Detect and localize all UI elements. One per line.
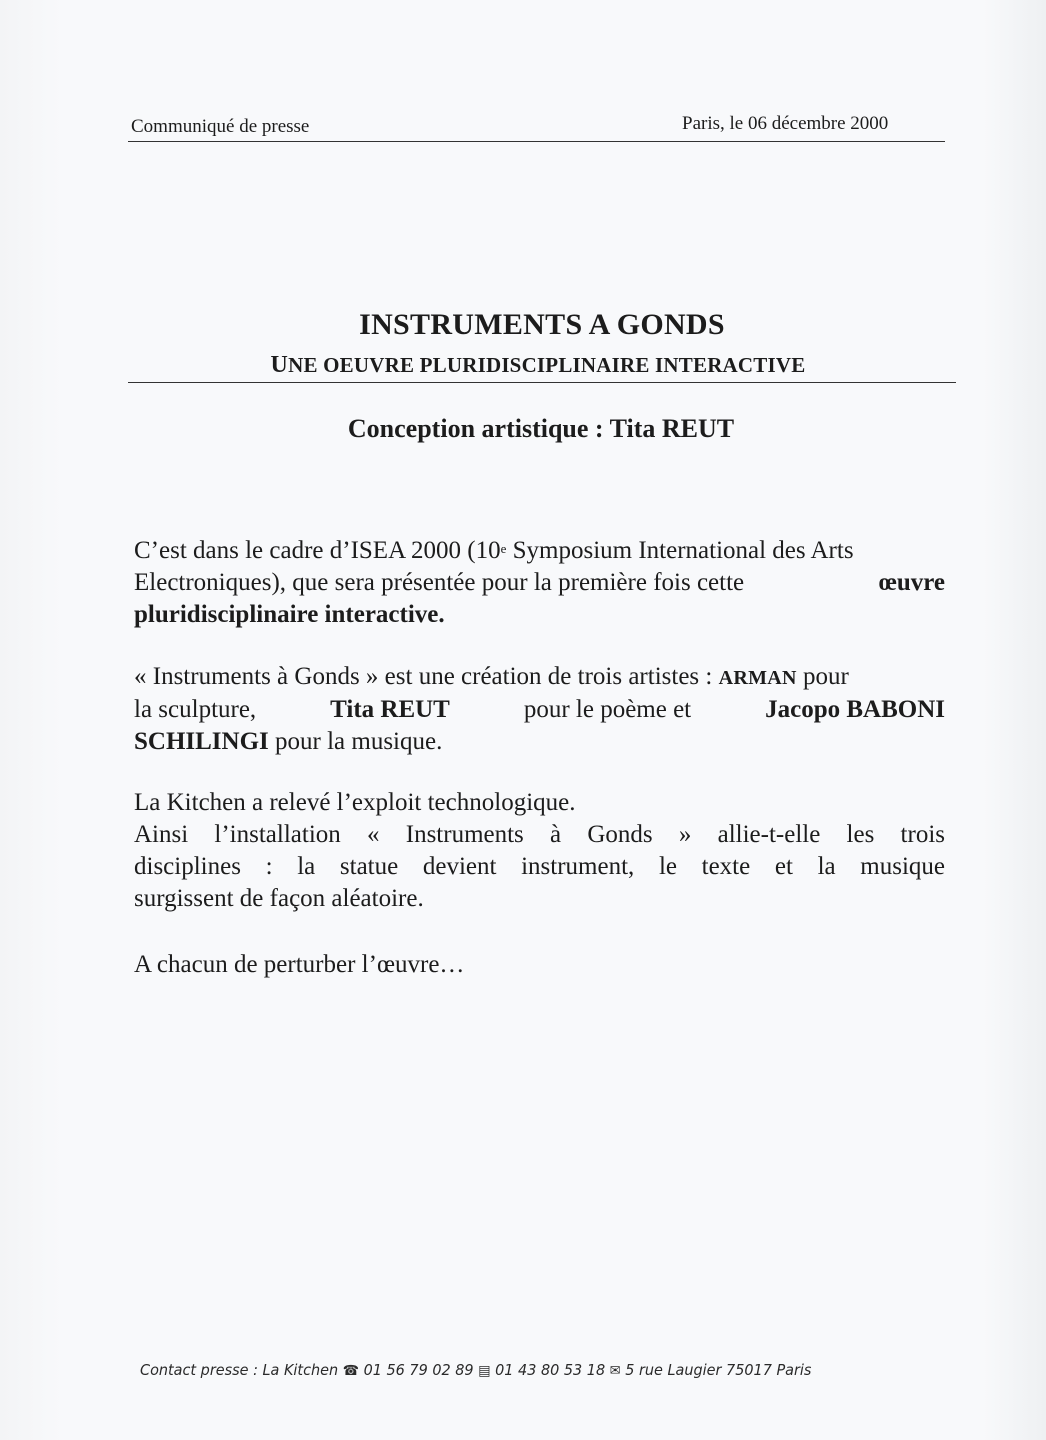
- artists-text-1b: pour: [796, 663, 849, 690]
- paragraph-artists: [134, 661, 945, 758]
- intro-line-1: [134, 535, 854, 567]
- artists-text-2a: la sculpture,: [134, 696, 257, 723]
- mail-icon: ✉: [609, 1363, 621, 1379]
- artists-text-3b: pour la musique.: [268, 728, 443, 755]
- concept-credit: Conception artistique : Tita REUT: [347, 414, 735, 443]
- artists-line-2: [134, 694, 945, 726]
- paragraph-line: [134, 567, 945, 599]
- intro-line-3: pluridisciplinaire interactive.: [134, 601, 445, 628]
- kitchen-line-2: [134, 819, 945, 851]
- title-divider: [128, 382, 956, 383]
- kitchen-line-4: surgissent de façon aléatoire.: [134, 885, 424, 912]
- paragraph-line: [134, 535, 945, 567]
- contact-fax: 01 43 80 53 18: [495, 1361, 606, 1379]
- header-divider: [128, 141, 945, 142]
- paragraph-closing: [134, 949, 945, 981]
- artist-schilingi: SCHILINGI: [134, 728, 269, 755]
- artists-text-2c: pour le poème et: [523, 696, 692, 723]
- closing-line: A chacun de perturber l’œuvre…: [134, 951, 465, 978]
- ordinal-superscript: e: [500, 541, 507, 556]
- artists-line-1: [134, 661, 945, 694]
- page-title: INSTRUMENTS A GONDS: [359, 308, 725, 341]
- artist-arman: ARMAN: [718, 667, 797, 689]
- intro-text-1b: Symposium International des Arts: [506, 537, 854, 564]
- kitchen-text-3: disciplines : la statue devient instrument, le texte et la musique: [134, 853, 945, 880]
- contact-address: 5 rue Laugier 75017 Paris: [625, 1361, 812, 1379]
- contact-footer: [140, 1361, 811, 1379]
- phone-icon: ☎: [342, 1363, 359, 1379]
- subtitle-rest: NE OEUVRE PLURIDISCIPLINAIRE INTERACTIVE: [288, 353, 806, 377]
- artist-tita-reut: Tita REUT: [330, 696, 450, 723]
- fax-icon: ▤: [478, 1363, 491, 1379]
- page-subtitle: [0, 352, 1046, 379]
- paragraph-kitchen: [134, 787, 945, 915]
- kitchen-line-3: [134, 851, 945, 883]
- intro-line-2: Electroniques), que sera présentée pour la première fois cette: [134, 569, 745, 596]
- kitchen-line-1: La Kitchen a relevé l’exploit technologique.: [134, 789, 576, 816]
- artists-text-1a: « Instruments à Gonds » est une création de trois artistes :: [134, 663, 719, 690]
- date-line: Paris, le 06 décembre 2000: [682, 113, 889, 134]
- artists-line-3: [134, 726, 945, 758]
- contact-phone: 01 56 79 02 89: [363, 1361, 474, 1379]
- intro-bold-oeuvre: œuvre: [878, 569, 945, 596]
- contact-label: Contact presse : La Kitchen: [140, 1361, 339, 1379]
- subtitle-initial: U: [270, 352, 289, 378]
- paragraph-intro: [134, 535, 945, 631]
- document-type: Communiqué de presse: [131, 116, 310, 137]
- kitchen-text-2: Ainsi l’installation « Instruments à Gonds » allie-t-elle les trois: [134, 821, 945, 848]
- artist-jacopo-baboni: Jacopo BABONI: [765, 696, 945, 723]
- intro-text-1a: C’est dans le cadre d’ISEA 2000 (10: [134, 537, 501, 564]
